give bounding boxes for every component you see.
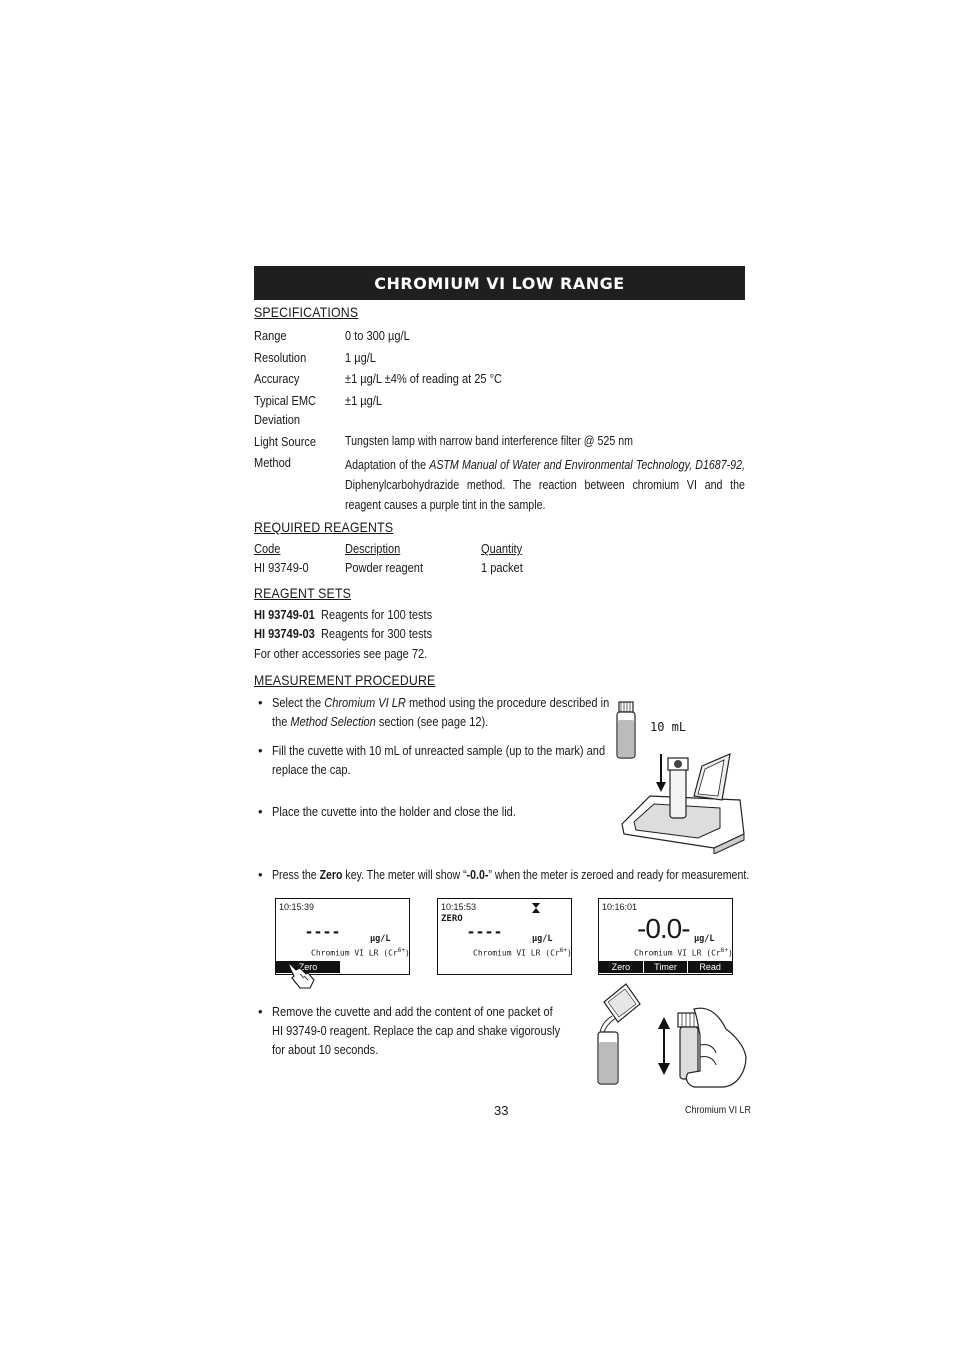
screen-time: 10:15:53 bbox=[441, 902, 477, 912]
softkey-read[interactable]: Read bbox=[699, 962, 721, 972]
volume-label: 10 mL bbox=[650, 720, 687, 734]
step-5-line-3: for about 10 seconds. bbox=[272, 1042, 379, 1057]
reagent-description: Powder reagent bbox=[345, 560, 424, 575]
step-2-line-1: Fill the cuvette with 10 mL of unreacted sample (up to the mark) and bbox=[272, 743, 606, 758]
reagent-code: HI 93749-0 bbox=[254, 560, 309, 575]
hourglass-icon bbox=[532, 903, 540, 913]
step-1-line-1: Select the Chromium VI LR method using the procedure described in bbox=[272, 695, 610, 710]
reagent-set-text: Reagents for 100 tests bbox=[320, 607, 433, 622]
screen-method: Chromium VI LR $(Cr^{6+})$ bbox=[634, 947, 733, 958]
reagent-set-text: Reagents for 300 tests bbox=[320, 626, 433, 641]
screen-unit: µg/L bbox=[370, 934, 391, 944]
screen-method: Chromium VI LR $(Cr^{6+})$ bbox=[311, 947, 410, 958]
specifications-heading: SPECIFICATIONS bbox=[254, 304, 359, 320]
spec-label-method: Method bbox=[254, 455, 291, 470]
spec-label-resolution: Resolution bbox=[254, 350, 307, 365]
section-title: CHROMIUM VI LOW RANGE bbox=[374, 273, 625, 293]
step-2-line-2: replace the cap. bbox=[272, 762, 351, 777]
screen-unit: µg/L bbox=[532, 934, 553, 944]
spec-value-light-source: Tungsten lamp with narrow band interference filter @ 525 nm bbox=[345, 434, 633, 448]
reagent-set-code: HI 93749-03 bbox=[254, 626, 315, 641]
bullet: • bbox=[258, 1004, 263, 1019]
accessories-note: For other accessories see page 72. bbox=[254, 646, 428, 661]
reagent-set-item bbox=[254, 626, 432, 641]
screen-method: Chromium VI LR $(Cr^{6+})$ bbox=[473, 947, 572, 958]
spec-value-range: 0 to 300 µg/L bbox=[345, 328, 410, 343]
step-1-line-2: the Method Selection section (see page 12). bbox=[272, 714, 489, 729]
required-reagents-heading: REQUIRED REAGENTS bbox=[254, 519, 394, 535]
spec-value-method bbox=[345, 455, 745, 515]
bullet: • bbox=[258, 695, 263, 710]
screen-reading: - - - - bbox=[468, 921, 500, 941]
method-description: Diphenylcarbohydrazide method. The reaction between chromium VI and the reagent causes a purple tint in the sample. bbox=[345, 478, 745, 512]
shake-cuvette-illustration bbox=[654, 1005, 750, 1089]
step-4-text: Press the Zero key. The meter will show “-0.0-” when the meter is zeroed and ready for measurement. bbox=[272, 867, 750, 882]
spec-label-emc-2: Deviation bbox=[254, 412, 301, 427]
col-code-header: Code bbox=[254, 541, 281, 556]
softkey-timer[interactable]: Timer bbox=[644, 961, 689, 973]
screen-reading: - - - - bbox=[306, 921, 338, 941]
reagent-set-item bbox=[254, 607, 432, 622]
spec-label-light-source: Light Source bbox=[254, 434, 317, 449]
procedure-heading: MEASUREMENT PROCEDURE bbox=[254, 672, 436, 688]
section-title-bar bbox=[254, 266, 745, 300]
spec-value-resolution: 1 µg/L bbox=[345, 350, 376, 365]
spec-value-accuracy: ±1 µg/L ±4% of reading at 25 °C bbox=[345, 371, 503, 386]
method-reference: ASTM Manual of Water and Environmental Technology, D1687-92, bbox=[429, 458, 745, 472]
bullet: • bbox=[258, 867, 263, 882]
screen-unit: µg/L bbox=[694, 934, 715, 944]
softkey-zero[interactable]: Zero bbox=[599, 961, 644, 973]
reagent-packet-pour-illustration bbox=[592, 980, 652, 1086]
pointing-hand-icon bbox=[284, 958, 320, 990]
reagent-sets-heading: REAGENT SETS bbox=[254, 585, 352, 601]
step-5-line-2: HI 93749-0 reagent. Replace the cap and shake vigorously bbox=[272, 1023, 561, 1038]
softkey-zero[interactable]: Zero bbox=[276, 961, 340, 973]
screen-status: ZERO bbox=[441, 914, 463, 924]
spec-label-range: Range bbox=[254, 328, 287, 343]
softkey-bar bbox=[599, 961, 732, 973]
reagent-quantity: 1 packet bbox=[481, 560, 523, 575]
method-prefix: Adaptation of the bbox=[345, 458, 430, 472]
meter-screen-2 bbox=[437, 898, 572, 975]
screen-time: 10:16:01 bbox=[602, 902, 638, 912]
bullet: • bbox=[258, 743, 263, 758]
screen-reading: -0.0- bbox=[637, 913, 690, 944]
bullet: • bbox=[258, 804, 263, 819]
col-description-header: Description bbox=[345, 541, 401, 556]
footer-section-label: Chromium VI LR bbox=[685, 1104, 751, 1116]
screen-time: 10:15:39 bbox=[279, 902, 315, 912]
spec-label-accuracy: Accuracy bbox=[254, 371, 300, 386]
spec-value-emc: ±1 µg/L bbox=[345, 393, 383, 408]
col-quantity-header: Quantity bbox=[481, 541, 523, 556]
step-3-text: Place the cuvette into the holder and close the lid. bbox=[272, 804, 516, 819]
spec-label-emc: Typical EMC bbox=[254, 393, 317, 408]
meter-screen-3 bbox=[598, 898, 733, 975]
step-5-line-1: Remove the cuvette and add the content of one packet of bbox=[272, 1004, 553, 1019]
page-number: 33 bbox=[494, 1103, 509, 1118]
reagent-set-code: HI 93749-01 bbox=[254, 607, 315, 622]
